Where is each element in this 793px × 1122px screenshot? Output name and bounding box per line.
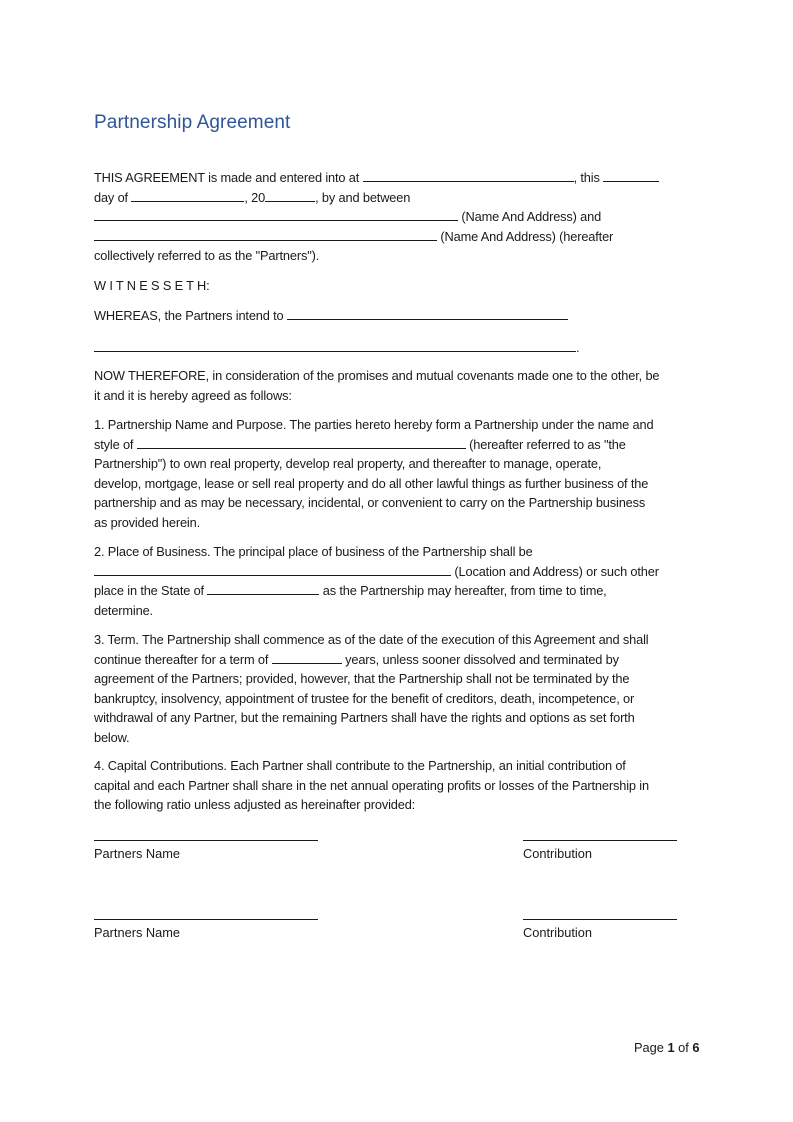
whereas-text: WHEREAS, the Partners intend to [94, 308, 287, 323]
witnesseth-heading [94, 276, 699, 296]
section-3-text: continue thereafter for a term of [94, 651, 272, 667]
opening-paragraph [94, 168, 699, 266]
section-1-text: develop, mortgage, lease or sell real property and do all other lawful things as further business of the [94, 475, 649, 491]
section-2-text: determine. [94, 602, 153, 618]
section-1-text: Partnership") to own real property, develop real property, and thereafter to manage, operate, [94, 456, 602, 471]
section-2-text: as the Partnership may hereafter, from time to time, [319, 583, 607, 598]
opening-text: THIS AGREEMENT is made and entered into at [94, 170, 363, 185]
opening-text: (Name And Address) and [458, 209, 602, 224]
now-therefore-text: NOW THEREFORE, in consideration of the promises and mutual covenants made one to the other, be [94, 368, 660, 383]
opening-text: , this [573, 170, 604, 185]
section-1-text: (hereafter referred to as "the [465, 436, 626, 452]
year-blank[interactable] [265, 189, 315, 202]
opening-text: (Name And Address) (hereafter [437, 228, 614, 244]
section-3-text: withdrawal of any Partner, but the remaining Partners shall have the rights and options as set forth [94, 710, 635, 725]
whereas-continuation [94, 338, 699, 358]
partner-name-line[interactable] [94, 919, 318, 920]
section-3 [94, 630, 699, 747]
section-1-text: style of [94, 436, 137, 452]
section-1-text: partnership and as may be necessary, incidental, or convenient to carry on the Partnership business [94, 495, 646, 510]
opening-text: , by and between [315, 189, 411, 205]
current-page: 1 [667, 1040, 675, 1055]
section-1-text: 1. Partnership Name and Purpose. The parties hereto hereby form a Partnership under the name and [94, 417, 654, 432]
partner1-blank[interactable] [94, 208, 458, 221]
section-4-text: capital and each Partner shall share in the net annual operating profits or losses of the Partnership in [94, 777, 649, 793]
intent-blank-2[interactable] [94, 339, 576, 352]
state-blank[interactable] [207, 582, 319, 595]
opening-text: day of [94, 189, 132, 205]
section-4-text: the following ratio unless adjusted as hereinafter provided: [94, 797, 416, 812]
page-number-prefix: Page [634, 1040, 668, 1055]
page-number [634, 1040, 700, 1055]
partner2-blank[interactable] [94, 228, 437, 241]
intent-blank[interactable] [287, 307, 568, 320]
section-2-text: place in the State of [94, 583, 208, 598]
location-blank[interactable] [94, 563, 451, 576]
contribution-label: Contribution [523, 925, 593, 940]
section-3-text: agreement of the Partners; provided, however, that the Partnership shall not be terminated by the [94, 671, 630, 686]
section-3-text: years, unless sooner dissolved and terminated by [341, 651, 619, 667]
place-blank[interactable] [363, 169, 574, 182]
page-title: Partnership Agreement [94, 112, 291, 133]
partner-name-label: Partners Name [94, 925, 181, 940]
section-2-text: 2. Place of Business. The principal place of business of the Partnership shall be [94, 544, 533, 559]
opening-text: , 20 [244, 189, 266, 205]
section-3-text: 3. Term. The Partnership shall commence as of the date of the execution of this Agreement and shall [94, 632, 649, 647]
contribution-line[interactable] [523, 919, 677, 920]
opening-text: collectively referred to as the "Partners"). [94, 248, 320, 263]
section-3-text: below. [94, 729, 130, 745]
section-2-text: (Location and Address) or such other [451, 563, 659, 579]
section-4 [94, 756, 699, 815]
month-blank[interactable] [131, 189, 244, 202]
section-3-text: bankruptcy, insolvency, appointment of trustee for the benefit of creditors, death, incompetence, or [94, 690, 635, 706]
term-blank[interactable] [272, 651, 342, 664]
total-pages: 6 [692, 1040, 700, 1055]
now-therefore-text: it and it is hereby agreed as follows: [94, 387, 292, 403]
contribution-line[interactable] [523, 840, 677, 841]
whereas-text: . [576, 340, 580, 355]
partnership-name-blank[interactable] [137, 436, 466, 449]
partner-name-label: Partners Name [94, 846, 181, 861]
contribution-label: Contribution [523, 846, 593, 861]
day-blank[interactable] [603, 169, 659, 182]
section-1-text: as provided herein. [94, 514, 200, 530]
witnesseth-text: W I T N E S S E T H: [94, 278, 210, 293]
section-4-text: 4. Capital Contributions. Each Partner shall contribute to the Partnership, an initial contribution of [94, 758, 626, 773]
partner-name-line[interactable] [94, 840, 318, 841]
whereas-paragraph [94, 306, 699, 326]
section-1 [94, 415, 699, 532]
now-therefore-paragraph [94, 366, 699, 405]
section-2 [94, 542, 699, 620]
page-number-middle: of [674, 1040, 693, 1055]
